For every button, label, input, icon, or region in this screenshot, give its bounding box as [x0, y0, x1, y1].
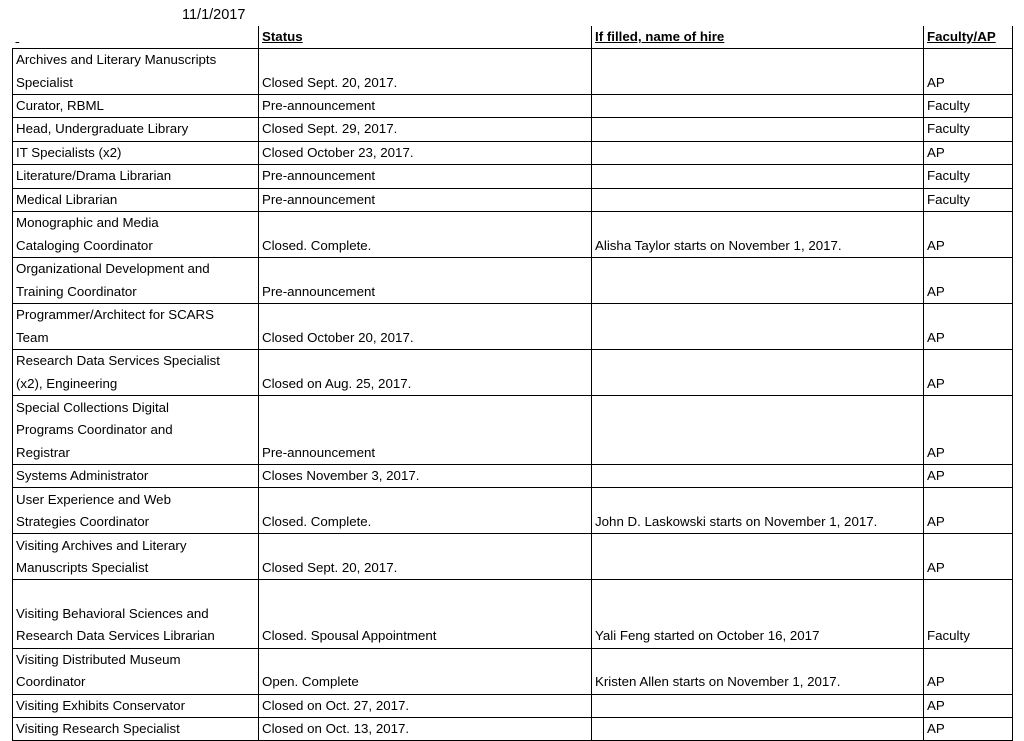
cell-position: Visiting Research Specialist: [13, 718, 259, 741]
table-row: [13, 580, 1013, 648]
cell-track: Faculty: [924, 580, 1013, 648]
cell-track: Faculty: [924, 118, 1013, 141]
position-line-1: Visiting Archives and Literary: [16, 537, 187, 553]
position-line-1: Archives and Literary Manuscripts: [16, 52, 217, 68]
table-row: [13, 49, 1013, 95]
cell-position: [13, 534, 259, 580]
cell-status: Pre-announcement: [259, 188, 592, 211]
cell-track: Faculty: [924, 188, 1013, 211]
position-line-1: Special Collections Digital: [16, 399, 169, 415]
position-line-2: Specialist: [16, 74, 73, 90]
cell-hire: Alisha Taylor starts on November 1, 2017.: [592, 212, 924, 258]
cell-track: AP: [924, 648, 1013, 694]
cell-hire: Yali Feng started on October 16, 2017: [592, 580, 924, 648]
cell-track: AP: [924, 396, 1013, 465]
document-date: 11/1/2017: [182, 7, 246, 23]
cell-position: Curator, RBML: [13, 95, 259, 118]
cell-track: AP: [924, 534, 1013, 580]
table-row: [13, 95, 1013, 118]
table-row: [13, 118, 1013, 141]
cell-hire: [592, 304, 924, 350]
position-line-2: Visiting Behavioral Sciences and: [16, 605, 209, 621]
cell-hire: Kristen Allen starts on November 1, 2017.: [592, 648, 924, 694]
column-header-hire-label: If filled, name of hire: [595, 29, 725, 44]
cell-hire: [592, 350, 924, 396]
cell-status: Closed. Complete.: [259, 212, 592, 258]
position-line-2: Strategies Coordinator: [16, 514, 150, 530]
cell-track: AP: [924, 465, 1013, 488]
column-header-hire: [592, 26, 924, 49]
cell-position: [13, 304, 259, 350]
column-header-track: [924, 26, 1013, 49]
cell-status: Pre-announcement: [259, 165, 592, 188]
cell-track: AP: [924, 212, 1013, 258]
position-line-2: Training Coordinator: [16, 283, 137, 299]
column-header-position-label: [16, 29, 20, 44]
cell-status: Open. Complete: [259, 648, 592, 694]
position-line-1: User Experience and Web: [16, 491, 171, 507]
cell-status: Closed on Aug. 25, 2017.: [259, 350, 592, 396]
cell-hire: [592, 141, 924, 164]
cell-position: Literature/Drama Librarian: [13, 165, 259, 188]
column-header-status-label: Status: [262, 29, 303, 44]
cell-hire: [592, 165, 924, 188]
column-header-track-label: Faculty/AP: [927, 29, 996, 44]
position-line-2: Programs Coordinator and: [16, 422, 173, 438]
table-row: [13, 304, 1013, 350]
position-line-2: Coordinator: [16, 674, 86, 690]
cell-position: [13, 212, 259, 258]
column-header-position: [13, 26, 259, 49]
hiring-status-table: [12, 26, 1013, 741]
cell-status: Pre-announcement: [259, 95, 592, 118]
position-line-2: Cataloging Coordinator: [16, 237, 153, 253]
position-line-1: Programmer/Architect for SCARS: [16, 307, 215, 323]
cell-track: AP: [924, 488, 1013, 534]
cell-position: [13, 580, 259, 648]
cell-hire: [592, 49, 924, 95]
cell-status: Closed Sept. 20, 2017.: [259, 534, 592, 580]
table-row: [13, 396, 1013, 465]
cell-track: Faculty: [924, 95, 1013, 118]
cell-track: AP: [924, 49, 1013, 95]
position-line-1: Monographic and Media: [16, 215, 159, 231]
cell-hire: [592, 258, 924, 304]
cell-position: Medical Librarian: [13, 188, 259, 211]
cell-status: Closed Sept. 20, 2017.: [259, 49, 592, 95]
position-line-2: (x2), Engineering: [16, 375, 118, 391]
position-line-3: Research Data Services Librarian: [16, 628, 215, 644]
column-header-status: [259, 26, 592, 49]
table-header-row: [13, 26, 1013, 49]
cell-status: Closed October 23, 2017.: [259, 141, 592, 164]
cell-track: AP: [924, 258, 1013, 304]
cell-status: Closed. Spousal Appointment: [259, 580, 592, 648]
cell-position: [13, 396, 259, 465]
position-line-1: Organizational Development and: [16, 261, 210, 277]
cell-track: AP: [924, 350, 1013, 396]
cell-track: AP: [924, 694, 1013, 717]
position-line-2: Team: [16, 329, 49, 345]
table-row: [13, 212, 1013, 258]
cell-track: AP: [924, 304, 1013, 350]
cell-status: Closed on Oct. 13, 2017.: [259, 718, 592, 741]
cell-position: IT Specialists (x2): [13, 141, 259, 164]
table-row: [13, 534, 1013, 580]
position-line-1: [16, 580, 256, 602]
cell-status: Closed. Complete.: [259, 488, 592, 534]
cell-position: Systems Administrator: [13, 465, 259, 488]
table-row: [13, 258, 1013, 304]
position-line-2: Manuscripts Specialist: [16, 560, 149, 576]
hiring-table-container: [12, 26, 1012, 741]
cell-track: AP: [924, 718, 1013, 741]
cell-hire: John D. Laskowski starts on November 1, 2017.: [592, 488, 924, 534]
table-row: [13, 188, 1013, 211]
table-body: [13, 49, 1013, 741]
cell-status: Closed Sept. 29, 2017.: [259, 118, 592, 141]
cell-status: Closes November 3, 2017.: [259, 465, 592, 488]
cell-position: Head, Undergraduate Library: [13, 118, 259, 141]
cell-status: Pre-announcement: [259, 258, 592, 304]
cell-hire: [592, 465, 924, 488]
position-line-3: Registrar: [16, 444, 70, 460]
table-row: [13, 718, 1013, 741]
cell-position: [13, 648, 259, 694]
table-row: [13, 350, 1013, 396]
cell-position: [13, 488, 259, 534]
cell-hire: [592, 188, 924, 211]
cell-track: Faculty: [924, 165, 1013, 188]
table-row: [13, 694, 1013, 717]
cell-hire: [592, 118, 924, 141]
cell-position: [13, 350, 259, 396]
table-row: [13, 165, 1013, 188]
cell-position: [13, 49, 259, 95]
cell-hire: [592, 95, 924, 118]
table-row: [13, 465, 1013, 488]
cell-hire: [592, 396, 924, 465]
cell-position: [13, 258, 259, 304]
table-row: [13, 648, 1013, 694]
cell-hire: [592, 694, 924, 717]
cell-track: AP: [924, 141, 1013, 164]
table-row: [13, 141, 1013, 164]
cell-position: Visiting Exhibits Conservator: [13, 694, 259, 717]
table-row: [13, 488, 1013, 534]
position-line-1: Visiting Distributed Museum: [16, 651, 181, 667]
cell-status: Closed on Oct. 27, 2017.: [259, 694, 592, 717]
position-line-1: Research Data Services Specialist: [16, 353, 220, 369]
cell-status: Pre-announcement: [259, 396, 592, 465]
cell-hire: [592, 718, 924, 741]
cell-status: Closed October 20, 2017.: [259, 304, 592, 350]
cell-hire: [592, 534, 924, 580]
